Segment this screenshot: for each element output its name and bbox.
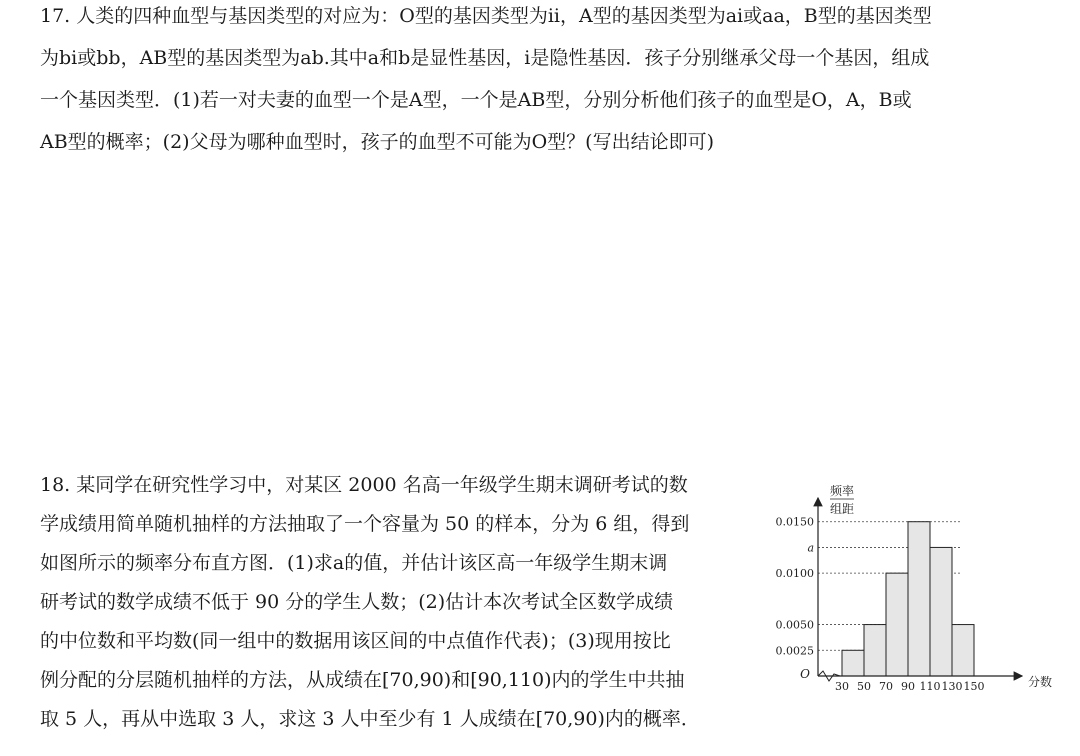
histogram-bar (908, 522, 930, 676)
q18-line: 例分配的分层随机抽样的方法，从成绩在[70,90)和[90,110)内的学生中共抽 (40, 669, 685, 691)
x-tick-label: 90 (901, 680, 915, 693)
x-axis-label: 分数 (1028, 675, 1053, 689)
q17-line: 为bi或bb，AB型的基因类型为ab.其中a和b是显性基因，i是隐性基因．孩子分别继承父母一个基因，组成 (40, 47, 930, 69)
x-tick-label: 150 (963, 680, 985, 693)
question-17 (40, 0, 1050, 168)
histogram-bar (842, 650, 864, 676)
origin-label: O (800, 667, 810, 681)
histogram-bar (952, 625, 974, 676)
x-tick-label: 70 (879, 680, 893, 693)
question-18 (40, 466, 780, 739)
y-tick-label: 0.0050 (775, 618, 814, 632)
q18-line: 取 5 人，再从中选取 3 人，求这 3 人中至少有 1 人成绩在[70,90)内的概率． (40, 708, 700, 730)
y-tick-label: 0.0100 (775, 567, 814, 581)
y-label-denominator: 组距 (829, 502, 855, 516)
histogram-bar (886, 573, 908, 676)
q18-line: 18. 某同学在研究性学习中，对某区 2000 名高一年级学生期末调研考试的数 (40, 474, 688, 496)
x-tick-label: 130 (941, 680, 963, 693)
q18-line: 学成绩用简单随机抽样的方法抽取了一个容量为 50 的样本，分为 6 组，得到 (40, 513, 690, 535)
q17-line: 17. 人类的四种血型与基因类型的对应为：O型的基因类型为ii，A型的基因类型为ai或aa，B型的基因类型 (40, 5, 932, 27)
x-tick-label: 110 (919, 680, 941, 693)
y-tick-label: 0.0150 (775, 515, 814, 529)
histogram-bar (930, 547, 952, 676)
q17-line: 一个基因类型．(1)若一对夫妻的血型一个是A型，一个是AB型，分别分析他们孩子的血型是O，A，B或 (40, 89, 912, 111)
frequency-histogram (760, 478, 1060, 698)
histogram-svg (760, 478, 1060, 698)
q18-line: 如图所示的频率分布直方图．(1)求a的值，并估计该区高一年级学生期末调 (40, 552, 668, 574)
x-tick-label: 30 (835, 680, 849, 693)
y-label-numerator: 频率 (829, 484, 855, 498)
q17-line: AB型的概率；(2)父母为哪种血型时，孩子的血型不可能为O型？(写出结论即可) (40, 131, 715, 153)
q18-line: 研考试的数学成绩不低于 90 分的学生人数；(2)估计本次考试全区数学成绩 (40, 591, 674, 613)
y-tick-label: a (807, 541, 814, 555)
q18-line: 的中位数和平均数(同一组中的数据用该区间的中点值作代表)；(3)现用按比 (40, 630, 671, 652)
x-tick-label: 50 (857, 680, 871, 693)
y-tick-label: 0.0025 (775, 644, 814, 658)
histogram-bar (864, 625, 886, 676)
